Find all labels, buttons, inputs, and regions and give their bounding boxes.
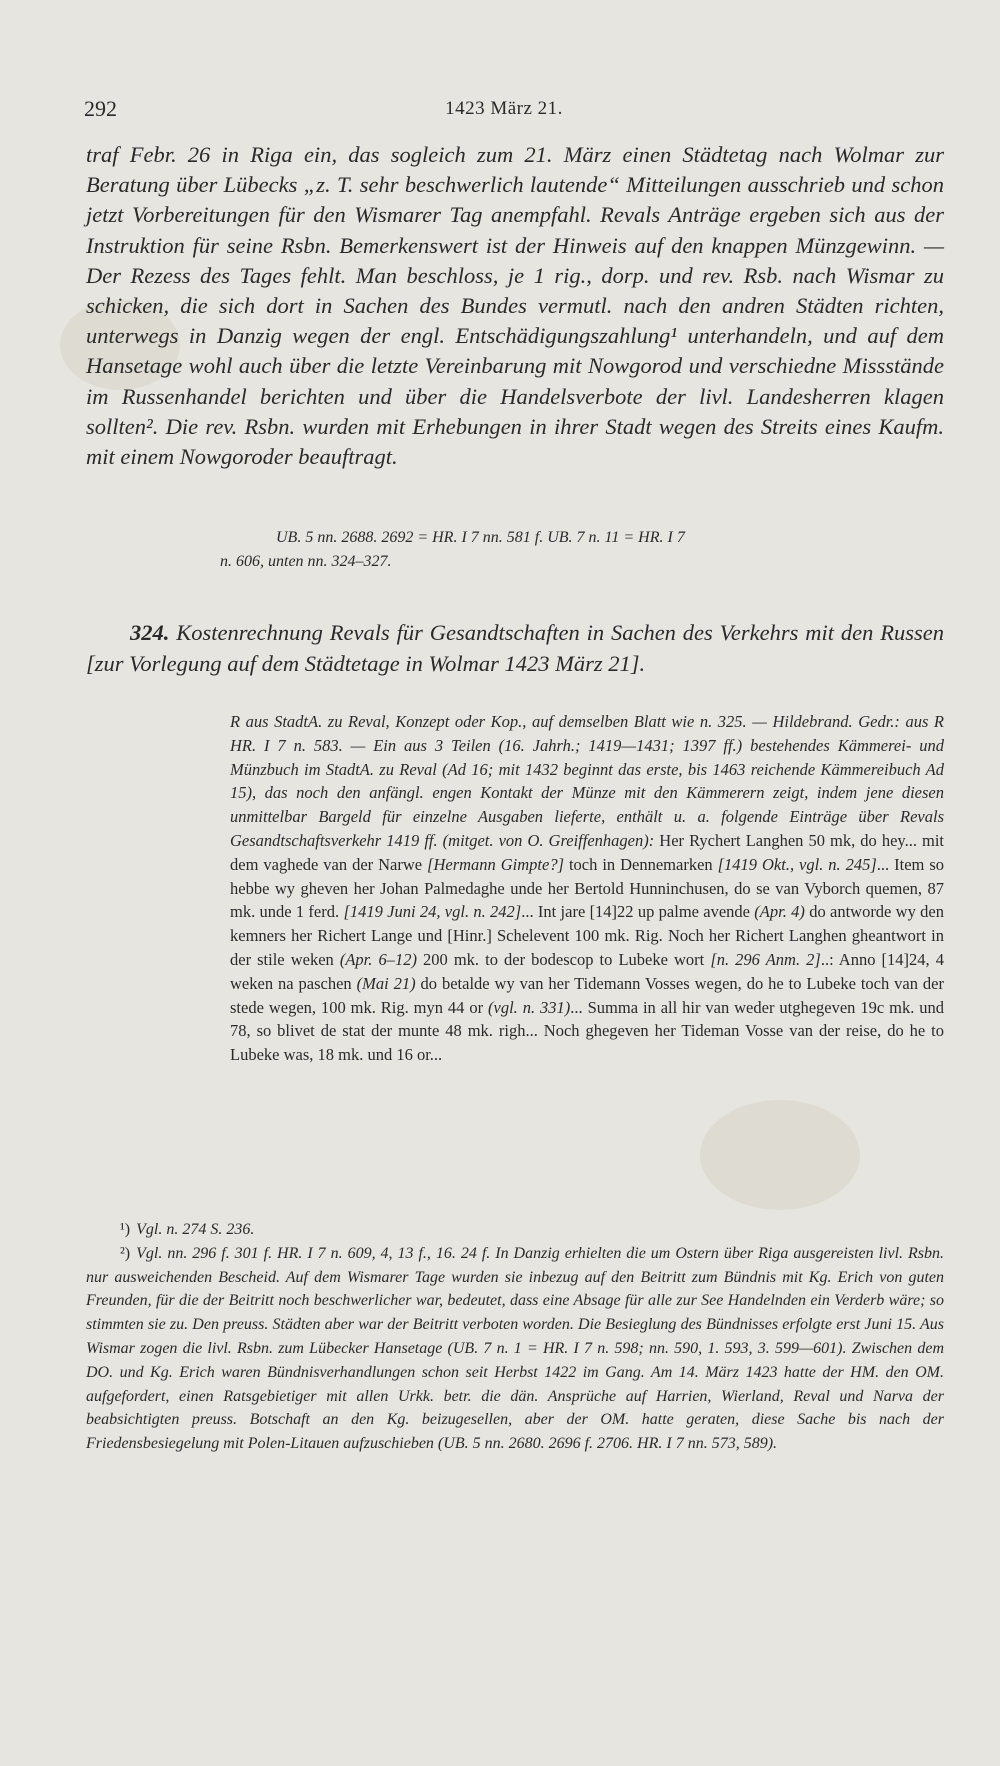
source-excerpt [230, 831, 944, 1064]
editorial-annotation: (Apr. 6–12) [339, 949, 417, 969]
source-intro: R aus StadtA. zu Reval, Konzept oder Kop., auf demselben Blatt wie n. 325. — Hildebrand. Gedr.: aus R HR. I 7 n. 583. — Ein aus 3 Teilen (16. Jahrh.; 1419—1431; 1397 ff.) bestehendes Kämmerei- und Münzbuch im StadtA. zu Reval (Ad 16; mit 1432 beginnt das erste, bis 1463 reichende Kämmereibuch Ad 15), das noch den anfängl. engen Kontakt der Münze mit den Kämmerern zeigt, indem jene diesen unmittelbar Bargeld für einzelne Ausgaben lieferte, enthält u. a. folgende Einträge über Revals Gesandtschaftsverkehr 1419 ff. (mitget. von O. Greiffenhagen): [230, 712, 944, 850]
entry-title: Kostenrechnung Revals für Gesandtschaften in Sachen des Verkehrs mit den Russen [zur Vorlegung auf dem Städtetage in Wolmar 1423 März 21]. [86, 620, 944, 676]
footnote-2 [86, 1242, 944, 1456]
source-text-segment: do betalde wy van her Tidemann Vosses wegen, do he to Lubeke toch van der stede wegen, 100 mk. Rig. myn 44 or [230, 973, 944, 1017]
footnote-1 [86, 1218, 944, 1242]
source-paragraph [230, 710, 944, 1067]
source-text-segment: 200 mk. to der bodescop to Lubeke wort [416, 949, 711, 969]
source-note [230, 710, 944, 1067]
footnote-marker: ²) [120, 1244, 131, 1262]
reference-line-2: n. 606, unten nn. 324–327. [220, 553, 392, 570]
footnote-text: Vgl. nn. 296 f. 301 f. HR. I 7 n. 609, 4, 13 f., 16. 24 f. In Danzig erhielten die um Ostern über Riga ausgereisten livl. Rsbn. nur ausweichenden Bescheid. Auf dem Wismarer Tage wurden sie inbezug auf den Beitritt zum Bündnis mit Kg. Erich von guten Freunden, für die der Beitritt noch beschwerlicher war, bedeutet, dass eine Absage für alle zur See Handelnden ein Verderb wäre; so stimmten sie zu. Den preuss. Städten aber war der Beitritt verboten worden. Die Besieglung des Bündnisses erfolgte erst Juni 15. Aus Wismar zogen die livl. Rsbn. zum Lübecker Hansetage (UB. 7 n. 1 = HR. I 7 n. 598; nn. 590, 1. 593, 3. 599—601). Zwischen dem DO. und Kg. Erich waren Bündnisverhandlungen schon seit Herbst 1422 im Gang. Am 14. März 1423 hatte der HM. den OM. aufgefordert, einen Ratsgebietiger mit allen Urkk. betr. die dän. Ansprüche auf Harrien, Wierland, Reval und Narva der beabsichtigten preuss. Botschaft an den Kg. beizugesellen, aber der OM. hatte geraten, diese Sache bis nach der Friedensbesiegelung mit Polen-Litauen aufzuschieben (UB. 5 nn. 2680. 2696 f. 2706. HR. I 7 nn. 573, 589). [86, 1244, 944, 1453]
entry-heading [86, 618, 944, 679]
abstract-paragraph: traf Febr. 26 in Riga ein, das sogleich zum 21. März einen Städtetag nach Wolmar zur Beratung über Lübecks „z. T. sehr beschwerlich lautende“ Mitteilungen ausschrieb und schon jetzt Vorbereitungen für den Wismarer Tag anempfahl. Revals Anträge ergeben sich aus der Instruktion für seine Rsbn. Bemerkenswert ist der Hinweis auf den knappen Münzgewinn. — Der Rezess des Tages fehlt. Man beschloss, je 1 rig., dorp. und rev. Rsb. nach Wismar zu schicken, die sich dort in Sachen des Bundes vermutl. nach den andren Städten richten, unterwegs in Danzig wegen der engl. Entschädigungszahlung¹ unterhandeln, und auf dem Hansetage wohl auch über die letzte Vereinbarung mit Nowgorod und verschiedne Missstände im Russenhandel berichten und über die Handelsverbote der livl. Landesherren klagen sollten². Die rev. Rsbn. wurden mit Erhebungen in ihrer Stadt wegen des Streits eines Kaufm. mit einem Nowgoroder beauftragt. [86, 142, 944, 470]
editorial-annotation: (vgl. n. 331) [488, 997, 571, 1017]
footnote-text: Vgl. n. 274 S. 236. [136, 1221, 255, 1238]
page-header [84, 96, 924, 126]
references [220, 526, 944, 574]
editorial-annotation: (Mai 21) [356, 973, 416, 993]
source-text-segment: ... Item so hebbe wy gheven her Johan Palmedaghe unde her Bertold Hunninchusen, do se van Vyborch quemen, 87 mk. unde 1 ferd. [230, 854, 944, 922]
running-head: 1423 März 21. [445, 98, 563, 119]
source-text-segment: toch in Dennemarken [564, 854, 718, 874]
entry-number: 324. [130, 620, 170, 645]
editorial-annotation: [Hermann Gimpte?] [427, 854, 564, 874]
paper-stain [700, 1100, 860, 1210]
source-text-segment: do antworde wy den kemners her Richert Lange und [Hinr.] Schelevent 100 mk. Rig. Noch her Richert Langhen gheantwort in der stile weken [230, 902, 944, 969]
editorial-annotation: [n. 296 Anm. 2] [710, 949, 821, 969]
source-text-segment: ... Summa in all hir van weder utghegeven 19c mk. und 78, so blivet de stat der munte 48 mk. righ... Noch ghegeven her Tideman Vosse van der reise, do he to Lubeke was, 18 mk. und 16 or... [230, 997, 945, 1065]
editorial-annotation: (Apr. 4) [754, 902, 805, 922]
reference-line-1: UB. 5 nn. 2688. 2692 = HR. I 7 nn. 581 f. UB. 7 n. 11 = HR. I 7 [276, 529, 685, 546]
editorial-annotation: [1419 Juni 24, vgl. n. 242] [343, 902, 522, 922]
source-text-segment: ..: Anno [14]24, 4 weken na paschen [230, 949, 944, 993]
source-text-segment: ... Int jare [14]22 up palme avende [521, 902, 755, 922]
footnotes [86, 1218, 944, 1456]
source-text-segment: Her Rychert Langhen 50 mk, do hey... mit dem vaghede van der Narwe [230, 830, 945, 874]
footnote-marker: ¹) [120, 1221, 131, 1238]
page-number: 292 [84, 96, 117, 121]
editorial-annotation: [1419 Okt., vgl. n. 245] [717, 854, 877, 874]
